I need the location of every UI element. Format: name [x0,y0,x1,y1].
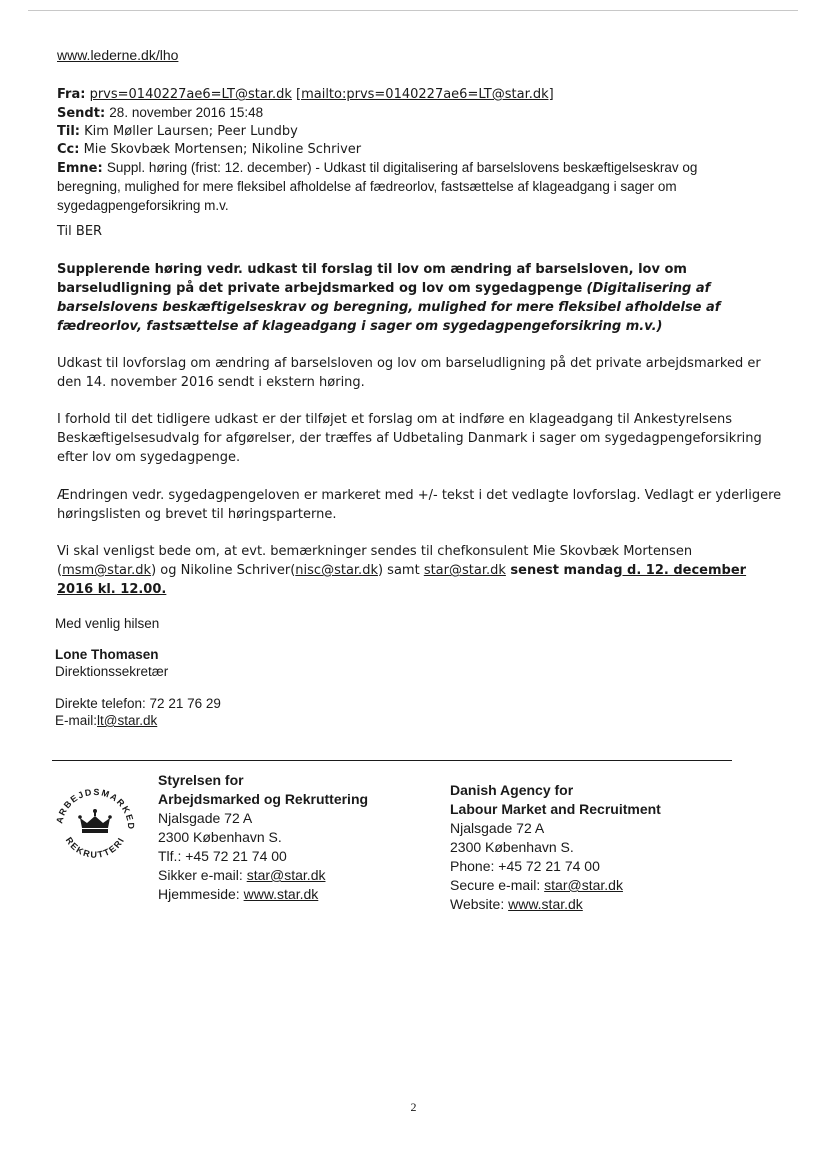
svg-text:REKRUTTERING: REKRUTTERI [63,835,127,860]
heading-italic: (Digitalisering af barselslovens beskæftigelseskrav og beregning, mulighed for mere fleksibel afholdelse af fædreorlov, fastsættelse af klageadgang i sager om sygedagpengeforsikring m.v.) [57,281,721,334]
signer-title: Direktionssekretær [55,664,169,679]
footer-dk-web-link[interactable]: www.star.dk [243,886,319,902]
footer-en-email-link[interactable]: star@star.dk [544,877,623,893]
greeting: Til BER [57,224,103,239]
email-heading [57,260,782,336]
paragraph-3: Ændringen vedr. sygedagpengeloven er markeret med +/- tekst i det vedlagte lovforslag. Vedlagt er yderligere høringslisten og brevet til høringsparterne. [57,488,782,522]
subject-value: Suppl. høring (frist: 12. december) - Udkast til digitalisering af barselslovens beskæftigelseskrav og beregning, mulighed for mere fleksibel afholdelse af fædreorlov, fastsættelse af klageadgang i sager om sygedagpengeforsikring m.v. [57,160,698,213]
paragraph-4: Vi skal venligst bede om, at evt. bemærkninger sendes til chefkonsulent Mie Skovbæk Mortensen (msm@star.dk) og Nikoline Schriver(nisc@star.dk) samt star@star.dk senest mandag d. 12. december 2016 kl. 12.00. [57,544,747,597]
subject-label: Emne: [57,161,103,176]
to-row [57,123,747,141]
msm-email-link[interactable]: msm@star.dk [62,563,152,578]
closing: Med venlig hilsen [55,616,160,631]
cc-value: Mie Skovbæk Mortensen; Nikoline Schriver [83,142,362,157]
svg-text:ARBEJDSMARKED: ARBEJDSMARKED [54,786,137,831]
to-value: Kim Møller Laursen; Peer Lundby [84,124,298,139]
paragraph-2: I forhold til det tidligere udkast er der tilføjet et forslag om at indføre en klageadgang til Ankestyrelsens Beskæftigelsesudvalg for afgørelser, der træffes af Udbetaling Danmark i sager om sygedagpengeforsikring efter lov om sygedagpenge. [57,412,762,465]
cc-label: Cc: [57,142,80,157]
email-header [57,86,747,216]
from-row [57,86,747,104]
footer-divider [52,760,732,761]
paragraph-1: Udkast til lovforslag om ændring af barselsloven og lov om barseludligning på det private arbejdsmarked er den 14. november 2016 sendt i ekstern høring. [57,356,761,390]
signer-phone: Direkte telefon: 72 21 76 29 [55,696,221,711]
subject-row [57,159,747,216]
agency-logo [50,778,140,868]
page-number: 2 [410,1100,417,1114]
footer-en-web-link[interactable]: www.star.dk [508,896,583,912]
from-mailto-link[interactable]: [mailto:prvs=0140227ae6=LT@star.dk] [296,87,554,102]
crown-seal-icon [50,778,140,868]
deadline-text: senest mandag [505,563,623,578]
signer-email: E-mail:lt@star.dk [55,713,158,728]
to-label: Til: [57,124,80,139]
from-address-link[interactable]: prvs=0140227ae6=LT@star.dk [89,87,292,102]
cc-row [57,141,747,159]
deadline-date: d. 12. december 2016 kl. 12.00. [57,563,747,597]
footer-danish: Styrelsen for Arbejdsmarked og Rekruttering Njalsgade 72 A 2300 København S. Tlf.: +45 72 21 74 00 Sikker e-mail: star@star.dk Hjemmeside: www.star.dk [158,772,369,902]
footer-english: Danish Agency for Labour Market and Recruitment Njalsgade 72 A 2300 København S. Phone: +45 72 21 74 00 Secure e-mail: star@star.dk Website: www.star.dk [450,782,661,912]
signer-name: Lone Thomasen [55,647,159,662]
sent-row [57,104,747,123]
star-email-link[interactable]: star@star.dk [423,563,506,578]
sent-value: 28. november 2016 15:48 [109,105,264,120]
top-url-link[interactable]: www.lederne.dk/lho [57,47,179,63]
top-divider [28,10,798,11]
from-label: Fra: [57,87,86,102]
signer-email-link[interactable]: lt@star.dk [97,713,158,728]
sent-label: Sendt: [57,106,106,121]
heading-bold: Supplerende høring vedr. udkast til forslag til lov om ændring af barselsloven, lov om barseludligning på det private arbejdsmarked og lov om sygedagpenge [57,262,687,296]
footer-dk-email-link[interactable]: star@star.dk [246,867,326,883]
nisc-email-link[interactable]: nisc@star.dk [295,563,378,578]
